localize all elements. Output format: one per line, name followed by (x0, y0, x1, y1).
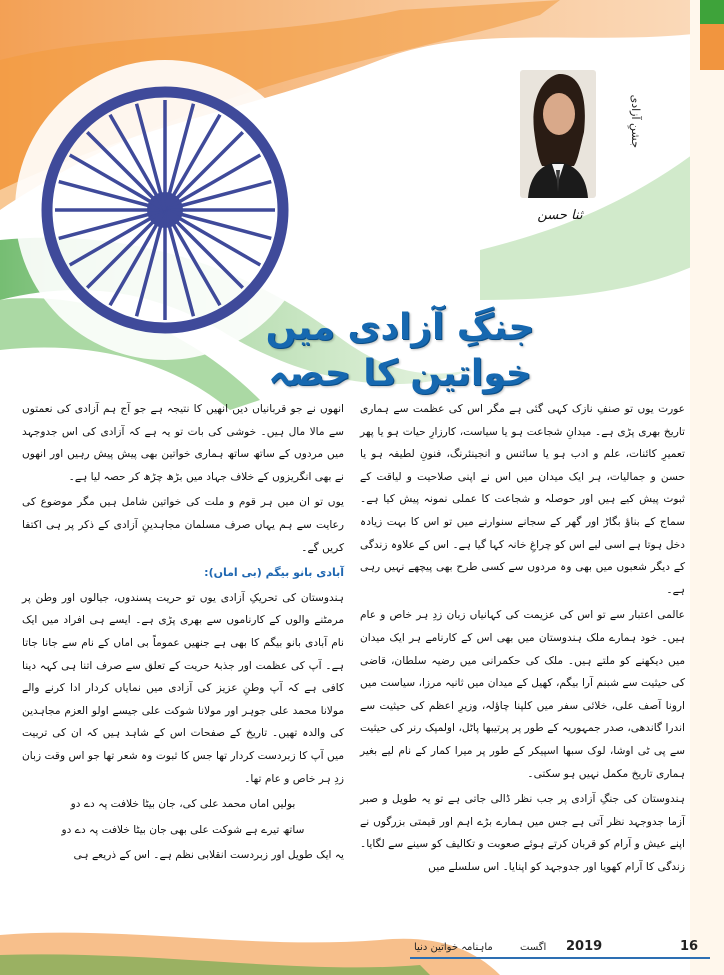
author-photo (520, 70, 596, 198)
footer-rule (410, 957, 710, 959)
paragraph: انھوں نے جو قربانیاں دیں انھیں کا نتیجہ ہے جو آج ہم آزادی کی نعمتوں سے مالا مال ہیں۔ خوشی کی بات تو یہ ہے کہ آزادی کی اس جدوجہد میں مردوں کے ساتھ ساتھ ہماری خواتین بھی پیش پیش رہیں اور انھوں نے بھی انگریزوں کے خلاف جہاد میں بڑھ چڑھ کر حصہ لیا ہے۔ (22, 403, 344, 483)
paragraph: یوں تو ان میں ہر قوم و ملت کی خواتین شامل ہیں مگر موضوع کی رعایت سے ہم یہاں صرف مسلمان مجاہدینِ آزادی کے ذکر پر ہی اکتفا کریں گے۔ (22, 496, 344, 554)
article-title: جنگِ آزادی میں خواتین کا حصہ (265, 307, 535, 394)
subheading: آبادی بانو بیگم (بی اماں): (204, 566, 344, 580)
paragraph: عورت یوں تو صنفِ نازک کہی گئی ہے مگر اس کی عظمت سے ہماری تاریخ بھری پڑی ہے۔ میدانِ شجاعت ہو یا سیاست، کارزارِ حیات ہو یا پھر تعمیرِ کائنات، علم و ادب ہو یا سائنس و انجینئرنگ، فنونِ لطیفہ ہو یا حسن و جمالیات، ہر ایک میدان میں اس نے اپنی صلاحیت و لیاقت کے ثبوت پیش کیے ہیں اور حوصلہ و شجاعت کا عملی نمونہ پیش کیا ہے۔ سماج کے بناؤ بگاڑ اور گھر کے سجانے سنوارنے میں تو اس کا بہت زیادہ دخل ہوتا ہے اسی لیے اس کو چراغِ خانہ کہا گیا ہے۔ اس کے علاوہ زندگی کے دیگر شعبوں میں بھی وہ مردوں سے کسی طرح بھی پیچھے نہیں رہی ہے۔ (360, 403, 685, 596)
section-label: جشنِ آزادی (629, 94, 642, 148)
page-number: 16 (680, 939, 699, 954)
footer-month: اگست (520, 942, 547, 953)
paragraph: ہندوستان کی جنگِ آزادی پر جب نظر ڈالی جاتی ہے تو یہ طویل و صبر آزما جدوجہد نظر آتی ہے جس میں ہمارے بڑے اہم اور قیمتی بزرگوں نے اپنے عیش و آرام کو قربان کرتے ہوئے صعوبت و تکالیف کو سینے سے لگایا۔ زندگی کا آرام کھویا اور جدوجہد کو اپنایا۔ اس سلسلے میں (360, 793, 685, 873)
author-name: ثنا حسن (537, 208, 583, 223)
paragraph: عالمی اعتبار سے تو اس کی عزیمت کی کہانیاں زبان زدِ ہر خاص و عام ہیں۔ خود ہمارے ملک ہندوستان میں بھی اس کے کارنامے ہر ایک میدان میں دیکھنے کو ملتے ہیں۔ ملک کی حکمرانی میں رضیہ سلطان، قاضی کی حیثیت سے شبنم آرا بیگم، کھیل کے میدان میں ثانیہ مرزا، سیاست میں ارونا آصف علی، خلائی سفر میں کلپنا چاؤلہ، وزیرِ اعظم کی حیثیت سے اندرا گاندھی، صدر جمہوریہ کے طور پر پرتیبھا پاٹل، اولمپک رنر کی حیثیت سے پی ٹی اوشا، لوک سبھا اسپیکر کے طور پر میرا کمار کے نام لیے بغیر ہماری تاریخ مکمل نہیں ہو سکتی۔ (360, 609, 685, 780)
paragraph: ہندوستان کی تحریکِ آزادی یوں تو حریت پسندوں، جیالوں اور وطن پر مرمٹنے والوں کے کارناموں سے بھری پڑی ہے۔ ایسے ہی افراد میں ایک نام آبادی بانو بیگم کا بھی ہے جنھیں عموماً بی اماں کے نام سے جانا جاتا ہے۔ آپ کی عظمت اور جذبۂ حریت کے تعلق سے صرف اتنا ہی کہہ دینا کافی ہے کہ آپ وطنِ عزیز کی آزادی میں نمایاں کردار ادا کرنے والے مولانا محمد علی جوہر اور مولانا شوکت علی جیسے اولو العزم مجاہدین کی والدہ تھیں۔ تاریخ کے صفحات اس کے شاہد ہیں کہ ان کی تربیت میں آپ کا زبردست کردار تھا جس کا ثبوت وہ شعر تھا جو اس وقت زبان زدِ ہر خاص و عام تھا۔ (22, 591, 344, 785)
green-swirl-right (480, 130, 724, 300)
verse-line: ساتھ تیرے ہے شوکت علی بھی جان بیٹا خلافت پہ دے دو (61, 823, 305, 836)
verse-line: بولیں اماں محمد علی کی، جان بیٹا خلافت پہ دے دو (70, 798, 296, 811)
footer-year: 2019 (566, 939, 603, 954)
footer-magazine: ماہنامہ خواتین دنیا (414, 942, 493, 953)
right-column (360, 398, 685, 881)
paragraph: یہ ایک طویل اور زبردست انقلابی نظم ہے۔ اس کے ذریعے ہی (73, 849, 344, 862)
left-column (22, 398, 344, 870)
